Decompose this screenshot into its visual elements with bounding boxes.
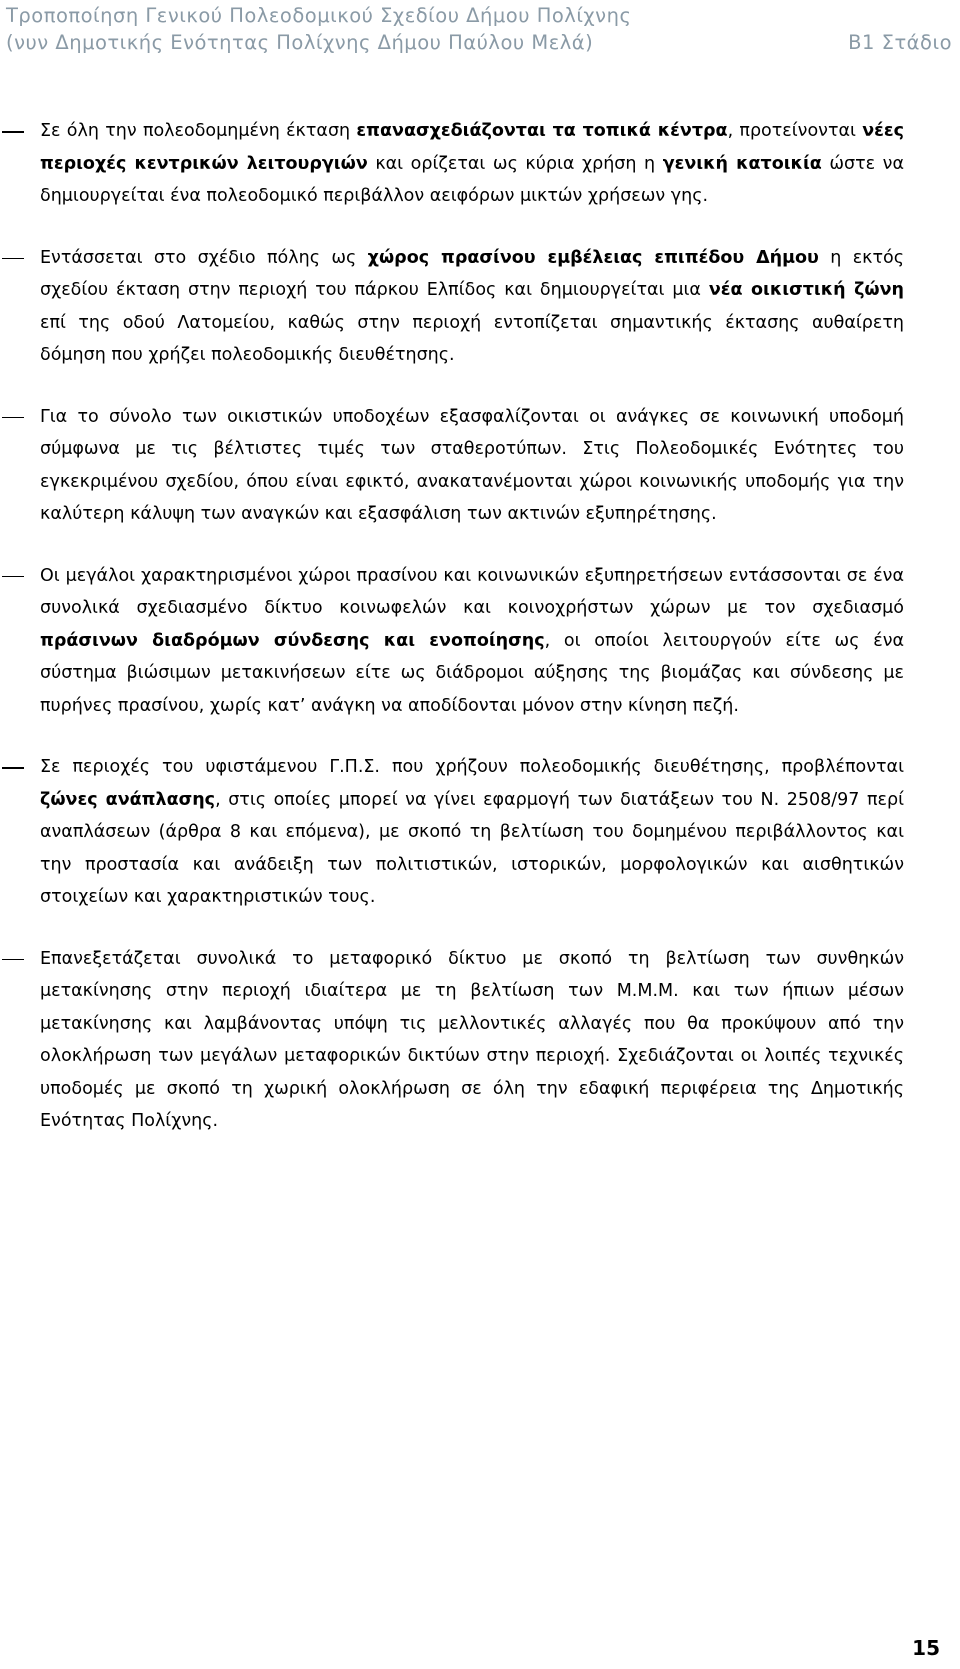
bullet-item: [0, 401, 904, 531]
paragraph-text: [40, 248, 904, 366]
bullet-item: [0, 242, 904, 372]
page-header: [6, 2, 952, 56]
bullet-item: [0, 115, 904, 213]
header-row-2: [6, 29, 952, 56]
dash-bullet-icon: [2, 959, 24, 961]
page-number: 15: [912, 1636, 940, 1660]
text-segment: ώστε να δημιουργείται ένα πολεοδομικό περιβάλλον αειφόρων μικτών χρήσεων γης.: [40, 153, 904, 206]
paragraph-text: [40, 949, 904, 1132]
bullet-item: [0, 943, 904, 1138]
text-segment: , οι οποίοι λειτουργούν είτε ως ένα σύστημα βιώσιμων μετακινήσεων είτε ως διάδρομοι αύξησης της βιομάζας και σύνδεσης με πυρήνες πρασίνου, χωρίς κατ’ ανάγκη να αποδίδονται μόνον στην κίνηση πεζή.: [40, 630, 904, 716]
text-segment: η εκτός σχεδίου έκταση στην περιοχή του πάρκου Ελπίδος και δημιουργείται μια: [40, 247, 904, 300]
bold-text-segment: χώρος πρασίνου εμβέλειας επιπέδου Δήμου: [367, 247, 819, 268]
bold-text-segment: πράσινων διαδρόμων σύνδεσης και ενοποίησης: [40, 630, 545, 651]
paragraph-text: [40, 757, 904, 907]
text-segment: Επανεξετάζεται συνολικά το μεταφορικό δίκτυο με σκοπό τη βελτίωση των συνθηκών μετακίνησης στην περιοχή ιδιαίτερα με τη βελτίωση των Μ.Μ.Μ. και των ήπιων μέσων μετακίνησης και λαμβάνοντας υπόψη τις μελλοντικές αλλαγές που θα προκύψουν από την ολοκλήρωση των μεγάλων μεταφορικών δικτύων στην περιοχή. Σχεδιάζονται οι λοιπές τεχνικές υποδομές με σκοπό τη χωρική ολοκλήρωση σε όλη την εδαφική περιφέρεια της Δημοτικής Ενότητας Πολίχνης.: [40, 948, 904, 1131]
paragraph-text: [40, 407, 904, 525]
bullet-item: [0, 560, 904, 723]
header-title-line-1: Τροποποίηση Γενικού Πολεοδομικού Σχεδίου Δήμου Πολίχνης: [6, 4, 632, 27]
text-segment: και ορίζεται ως κύρια χρήση η: [367, 153, 663, 174]
dash-bullet-icon: [2, 576, 24, 578]
bold-text-segment: νέα οικιστική ζώνη: [708, 280, 904, 300]
bold-text-segment: γενική κατοικία: [662, 153, 822, 174]
dash-bullet-icon: [2, 767, 24, 769]
text-segment: Για το σύνολο των οικιστικών υποδοχέων εξασφαλίζονται οι ανάγκες σε κοινωνική υποδομή σύμφωνα με τις βέλτιστες τιμές των σταθεροτύπων. Στις Πολεοδομικές Ενότητες του εγκεκριμένου σχεδίου, όπου είναι εφικτό, ανακατανέμονται χώροι κοινωνικής υποδομής για την καλύτερη κάλυψη των αναγκών και εξασφάλιση των ακτινών εξυπηρέτησης.: [40, 406, 904, 524]
dash-bullet-icon: [2, 131, 24, 133]
dash-bullet-icon: [2, 258, 24, 260]
bold-text-segment: επανασχεδιάζονται τα τοπικά κέντρα: [356, 121, 728, 141]
paragraph-text: [40, 566, 904, 716]
header-stage-label: Β1 Στάδιο: [848, 31, 952, 54]
bullet-item: [0, 751, 904, 914]
paragraph-text: [40, 121, 904, 206]
text-segment: , στις οποίες μπορεί να γίνει εφαρμογή των διατάξεων του Ν. 2508/97 περί αναπλάσεων (άρθρα 8 και επόμενα), με σκοπό τη βελτίωση του δομημένου περιβάλλοντος και την προστασία και ανάδειξη των πολιτιστικών, ιστορικών, μορφολογικών και αισθητικών στοιχείων και χαρακτηριστικών τους.: [40, 789, 905, 907]
bold-text-segment: νέες περιοχές κεντρικών λειτουργιών: [40, 121, 905, 174]
dash-bullet-icon: [2, 417, 24, 419]
text-segment: , προτείνονται: [727, 121, 863, 141]
text-segment: Εντάσσεται στο σχέδιο πόλης ως: [40, 247, 368, 268]
text-segment: Οι μεγάλοι χαρακτηρισμένοι χώροι πρασίνου και κοινωνικών εξυπηρετήσεων εντάσσονται σε ένα συνολικά σχεδιασμένο δίκτυο κοινωφελών και κοινοχρήστων χώρων με τον σχεδιασμό: [40, 565, 904, 618]
header-title-line-2: (νυν Δημοτικής Ενότητας Πολίχνης Δήμου Παύλου Μελά): [6, 31, 594, 54]
text-segment: Σε όλη την πολεοδομημένη έκταση: [40, 121, 357, 141]
text-segment: Σε περιοχές του υφιστάμενου Γ.Π.Σ. που χρήζουν πολεοδομικής διευθέτησης, προβλέπονται: [40, 757, 904, 777]
text-segment: επί της οδού Λατομείου, καθώς στην περιοχή εντοπίζεται σημαντικής έκτασης αυθαίρετη δόμηση που χρήζει πολεοδομικής διευθέτησης.: [40, 312, 904, 365]
document-body: [0, 115, 960, 1167]
bold-text-segment: ζώνες ανάπλασης: [40, 789, 216, 810]
